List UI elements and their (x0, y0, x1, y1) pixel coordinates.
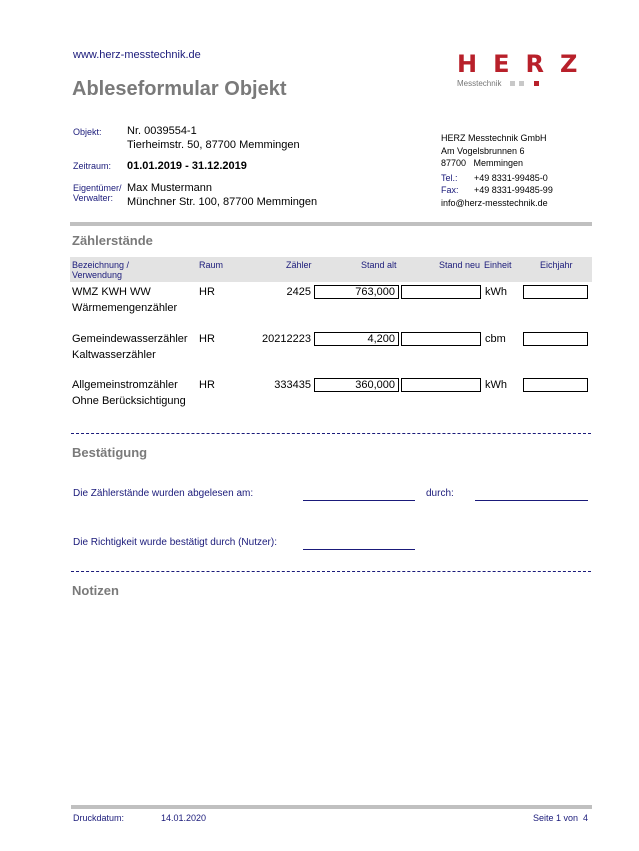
website-link[interactable]: www.herz-messtechnik.de (73, 49, 201, 61)
company-street: Am Vogelsbrunnen 6 (441, 145, 525, 156)
logo-square-red-icon (534, 81, 539, 86)
fax-label: Fax: (441, 185, 459, 195)
objekt-address: Tierheimstr. 50, 87700 Memmingen (127, 139, 300, 151)
dashed-divider (71, 571, 591, 572)
company-zip: 87700 (441, 158, 467, 168)
verified-by-line[interactable] (303, 549, 415, 550)
table-row (0, 333, 639, 373)
company-address-block (441, 132, 553, 209)
stand-alt-field: 763,000 (314, 285, 399, 299)
company-city: Memmingen (473, 158, 524, 168)
eichjahr-input[interactable] (523, 285, 588, 299)
col-zaehler: Zähler (286, 260, 312, 270)
tel-label: Tel.: (441, 172, 458, 183)
col-stand-alt: Stand alt (361, 260, 397, 270)
logo-square-icon (519, 81, 524, 86)
meter-unit: kWh (485, 379, 507, 391)
meter-room: HR (199, 333, 215, 345)
company-email[interactable]: info@herz-messtechnik.de (441, 197, 548, 208)
meter-name: WMZ KWH WW (72, 286, 151, 298)
company-city-row (441, 157, 553, 170)
col-stand-neu: Stand neu (439, 260, 481, 270)
section-divider (70, 222, 592, 226)
owner-label-line2: Verwalter: (73, 193, 114, 203)
herz-logo (457, 50, 594, 88)
meter-usage: Wärmemengenzähler (72, 302, 178, 314)
zeitraum-value: 01.01.2019 - 31.12.2019 (127, 160, 247, 172)
print-date: 14.01.2020 (161, 813, 207, 823)
company-fax-row (441, 184, 553, 197)
meter-name: Gemeindewasserzähler (72, 333, 188, 345)
meter-table-header (70, 257, 592, 282)
meter-unit: kWh (485, 286, 507, 298)
stand-neu-input[interactable] (401, 378, 481, 392)
objekt-number: Nr. 0039554-1 (127, 125, 197, 137)
meter-number: 20212223 (262, 333, 311, 345)
stand-alt-field: 360,000 (314, 378, 399, 392)
meter-section-title: Zählerstände (72, 233, 153, 248)
stand-alt-field: 4,200 (314, 332, 399, 346)
table-row (0, 379, 639, 419)
page-number: Seite 1 von 4 (532, 813, 588, 823)
company-name: HERZ Messtechnik GmbH (441, 133, 547, 143)
owner-label (73, 183, 122, 203)
col-raum: Raum (199, 260, 224, 270)
meter-unit: cbm (485, 333, 506, 345)
meter-number: 333435 (274, 379, 311, 391)
notes-section-title: Notizen (72, 583, 119, 598)
meter-room: HR (199, 286, 215, 298)
logo-square-icon (510, 81, 515, 86)
stand-neu-input[interactable] (401, 332, 481, 346)
read-date-line[interactable] (303, 500, 415, 501)
col-einheit: Einheit (484, 260, 512, 270)
fax-value: +49 8331-99485-99 (474, 185, 553, 195)
verified-label: Die Richtigkeit wurde bestätigt durch (Nutzer): (73, 537, 277, 548)
owner-name: Max Mustermann (127, 182, 212, 194)
eichjahr-input[interactable] (523, 332, 588, 346)
objekt-label: Objekt: (73, 127, 102, 137)
notes-area[interactable] (72, 605, 592, 795)
read-on-label: Die Zählerstände wurden abgelesen am: (73, 488, 254, 499)
by-label: durch: (426, 488, 454, 499)
stand-neu-input[interactable] (401, 285, 481, 299)
meter-room: HR (199, 379, 215, 391)
col-bezeichnung-line2: Verwendung (72, 270, 123, 280)
company-tel-row (441, 172, 553, 185)
meter-name: Allgemeinstromzähler (72, 379, 178, 391)
owner-label-line1: Eigentümer/ (73, 183, 122, 193)
table-row (0, 286, 639, 326)
meter-usage: Kaltwasserzähler (72, 349, 156, 361)
meter-usage: Ohne Berücksichtigung (72, 395, 186, 407)
eichjahr-input[interactable] (523, 378, 588, 392)
read-by-line[interactable] (475, 500, 588, 501)
col-bezeichnung-line1: Bezeichnung / (72, 260, 130, 270)
owner-address: Münchner Str. 100, 87700 Memmingen (127, 196, 318, 208)
zeitraum-label: Zeitraum: (73, 161, 112, 171)
logo-subtitle-row (457, 79, 582, 88)
dashed-divider (71, 433, 591, 434)
confirmation-section-title: Bestätigung (72, 445, 148, 460)
print-date-label: Druckdatum: (73, 813, 125, 823)
col-bezeichnung (72, 260, 129, 280)
logo-subtitle: Messtechnik (457, 79, 502, 88)
logo-wordmark: HERZ (457, 50, 594, 78)
page-title: Ableseformular Objekt (72, 78, 287, 100)
footer-divider (71, 805, 592, 809)
col-eichjahr: Eichjahr (540, 260, 573, 270)
meter-number: 2425 (286, 286, 311, 298)
tel-value: +49 8331-99485-0 (474, 172, 548, 183)
